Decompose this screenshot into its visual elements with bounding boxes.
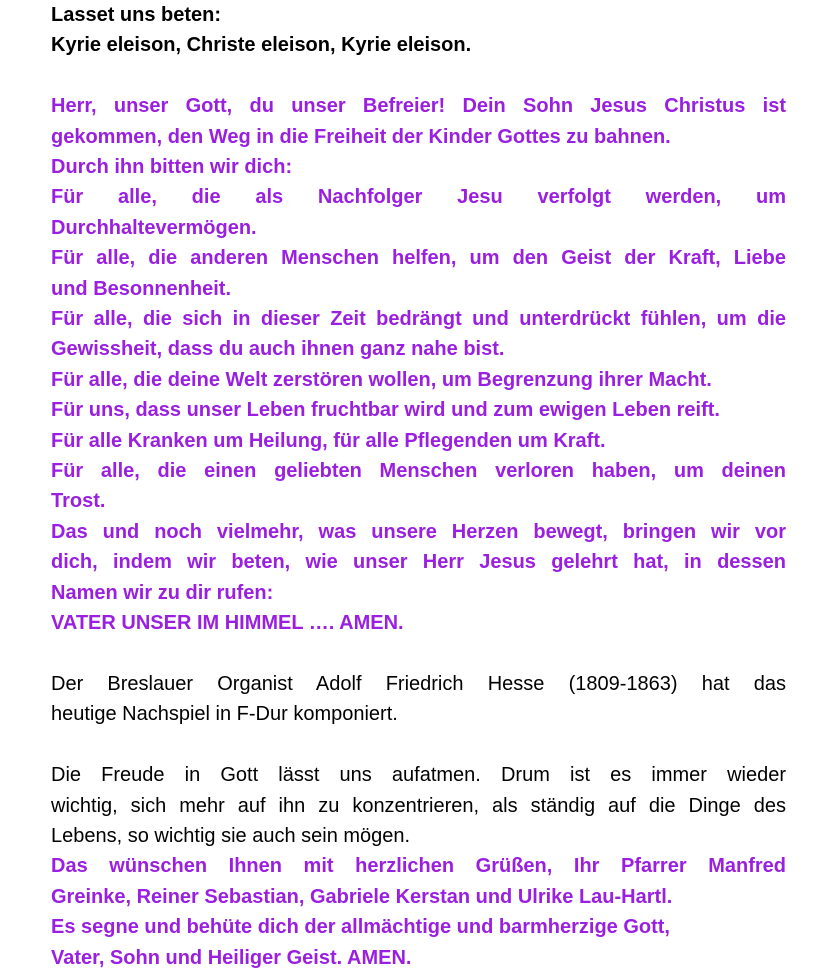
blessing-line: Vater, Sohn und Heiliger Geist. AMEN. [51, 946, 412, 969]
prayer-line: Für alle, die anderen Menschen helfen, um den Geist der Kraft, Liebe [51, 247, 786, 270]
blessing-line: Es segne und behüte dich der allmächtige und barmherzige Gott, [51, 916, 670, 939]
closing-line: Die Freude in Gott lässt uns aufatmen. Drum ist es immer wieder [51, 764, 786, 787]
prayer-line: dich, indem wir beten, wie unser Herr Jesus gelehrt hat, in dessen [51, 551, 786, 574]
prayer-line: gekommen, den Weg in die Freiheit der Kinder Gottes zu bahnen. [51, 125, 671, 148]
prayer-line: Herr, unser Gott, du unser Befreier! Dein Sohn Jesus Christus ist [51, 95, 786, 118]
prayer-amen-line: VATER UNSER IM HIMMEL …. AMEN. [51, 612, 404, 635]
prayer-line: Durch ihn bitten wir dich: [51, 156, 293, 179]
document-page [51, 0, 786, 973]
greeting-line: Das wünschen Ihnen mit herzlichen Grüßen, Ihr Pfarrer Manfred [51, 855, 786, 878]
prayer-line: und Besonnenheit. [51, 277, 231, 300]
closing-block [51, 760, 786, 851]
prayer-line: Durchhaltevermögen. [51, 216, 257, 239]
spacer [51, 730, 786, 760]
organist-line: Der Breslauer Organist Adolf Friedrich Hesse (1809-1863) hat das [51, 672, 786, 695]
prayer-line: Für alle Kranken um Heilung, für alle Pflegenden um Kraft. [51, 429, 606, 452]
prayer-line: Für alle, die sich in dieser Zeit bedrängt und unterdrückt fühlen, um die [51, 308, 786, 331]
organist-line: heutige Nachspiel in F-Dur komponiert. [51, 703, 398, 726]
prayer-block [51, 91, 786, 638]
greeting-block [51, 851, 786, 973]
closing-line: Lebens, so wichtig sie auch sein mögen. [51, 824, 411, 847]
prayer-line: Gewissheit, dass du auch ihnen ganz nahe bist. [51, 338, 505, 361]
intro-line: Lasset uns beten: [51, 4, 222, 26]
closing-line: wichtig, sich mehr auf ihn zu konzentrieren, als ständig auf die Dinge des [51, 794, 786, 817]
spacer [51, 61, 786, 91]
prayer-line: Für alle, die als Nachfolger Jesu verfolgt werden, um [51, 186, 786, 209]
prayer-line: Trost. [51, 490, 106, 513]
greeting-line: Greinke, Reiner Sebastian, Gabriele Kerstan und Ulrike Lau-Hartl. [51, 885, 673, 908]
prayer-line: Für alle, die einen geliebten Menschen verloren haben, um deinen [51, 460, 786, 483]
intro-block [51, 0, 786, 61]
prayer-line: Für uns, dass unser Leben fruchtbar wird und zum ewigen Leben reift. [51, 399, 720, 422]
prayer-line: Namen wir zu dir rufen: [51, 581, 274, 604]
organist-block [51, 669, 786, 730]
prayer-line: Das und noch vielmehr, was unsere Herzen bewegt, bringen wir vor [51, 520, 786, 543]
prayer-line: Für alle, die deine Welt zerstören wollen, um Begrenzung ihrer Macht. [51, 368, 712, 391]
spacer [51, 639, 786, 669]
intro-line: Kyrie eleison, Christe eleison, Kyrie eleison. [51, 34, 472, 57]
